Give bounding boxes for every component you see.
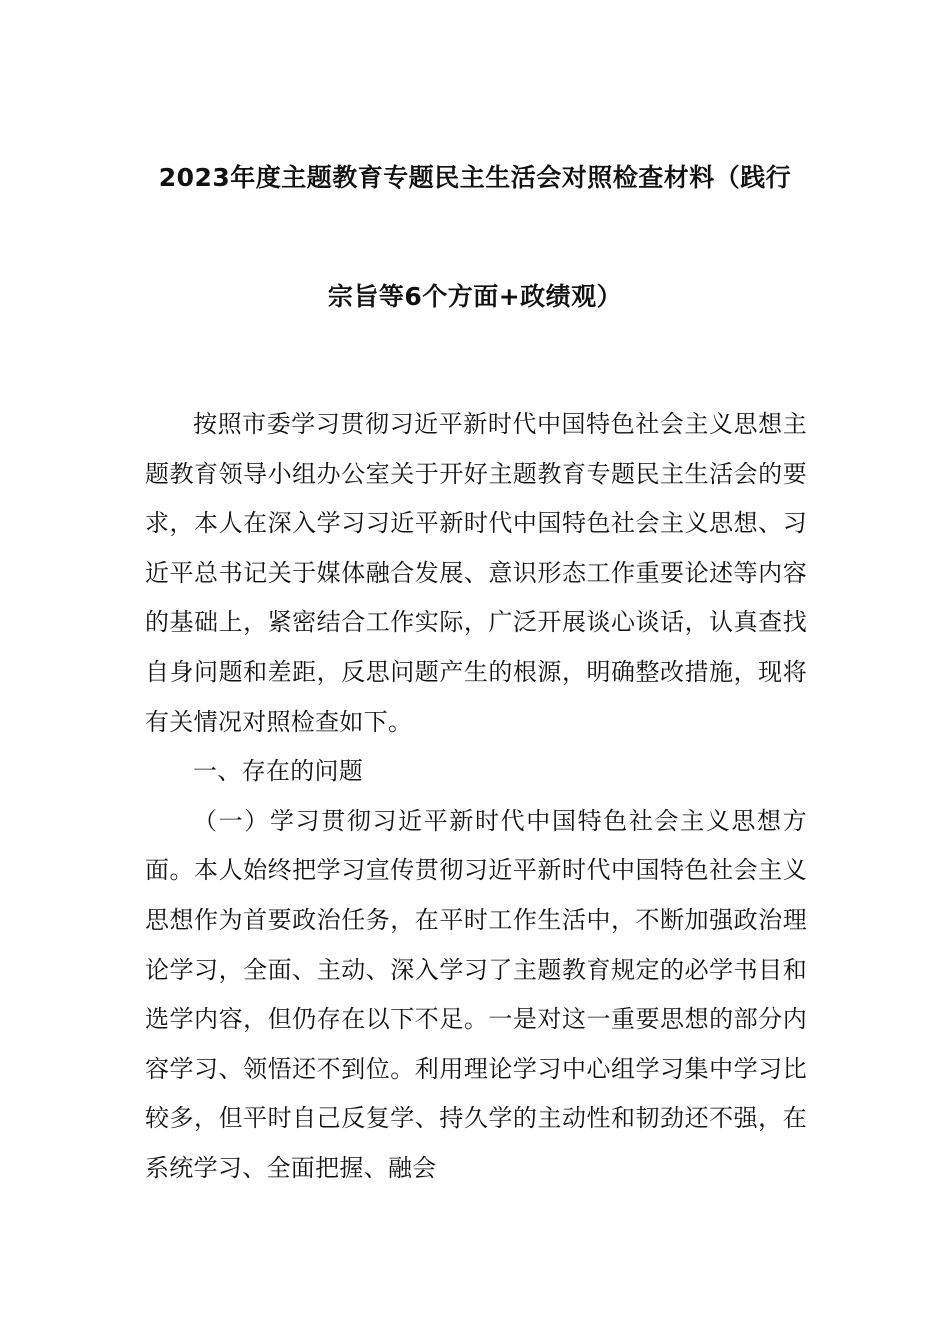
document-title-line-2: 宗旨等6个方面+政绩观） [327, 282, 623, 311]
subsection-paragraph: （一）学习贯彻习近平新时代中国特色社会主义思想方面。本人始终把学习宣传贯彻习近平新时代中国特色社会主义思想作为首要政治任务，在平时工作生活中，不断加强政治理论学习，全面、主动、深入学习了主题教育规定的必学书目和选学内容，但仍存在以下不足。一是对这一重要思想的部分内容学习、领悟还不到位。利用理论学习中心组学习集中学习比较多，但平时自己反复学、持久学的主动性和韧劲还不强，在系统学习、全面把握、融会 [145, 806, 807, 1182]
document-body [145, 400, 807, 1194]
document-title-line-1: 2023年度主题教育专题民主生活会对照检查材料（践行 [158, 163, 792, 192]
section-heading: 一、存在的问题 [193, 757, 364, 786]
intro-paragraph: 按照市委学习贯彻习近平新时代中国特色社会主义思想主题教育领导小组办公室关于开好主题教育专题民主生活会的要求，本人在深入学习习近平新时代中国特色社会主义思想、习近平总书记关于媒体融合发展、意识形态工作重要论述等内容的基础上，紧密结合工作实际，广泛开展谈心谈话，认真查找自身问题和差距，反思问题产生的根源，明确整改措施，现将有关情况对照检查如下。 [145, 410, 807, 736]
